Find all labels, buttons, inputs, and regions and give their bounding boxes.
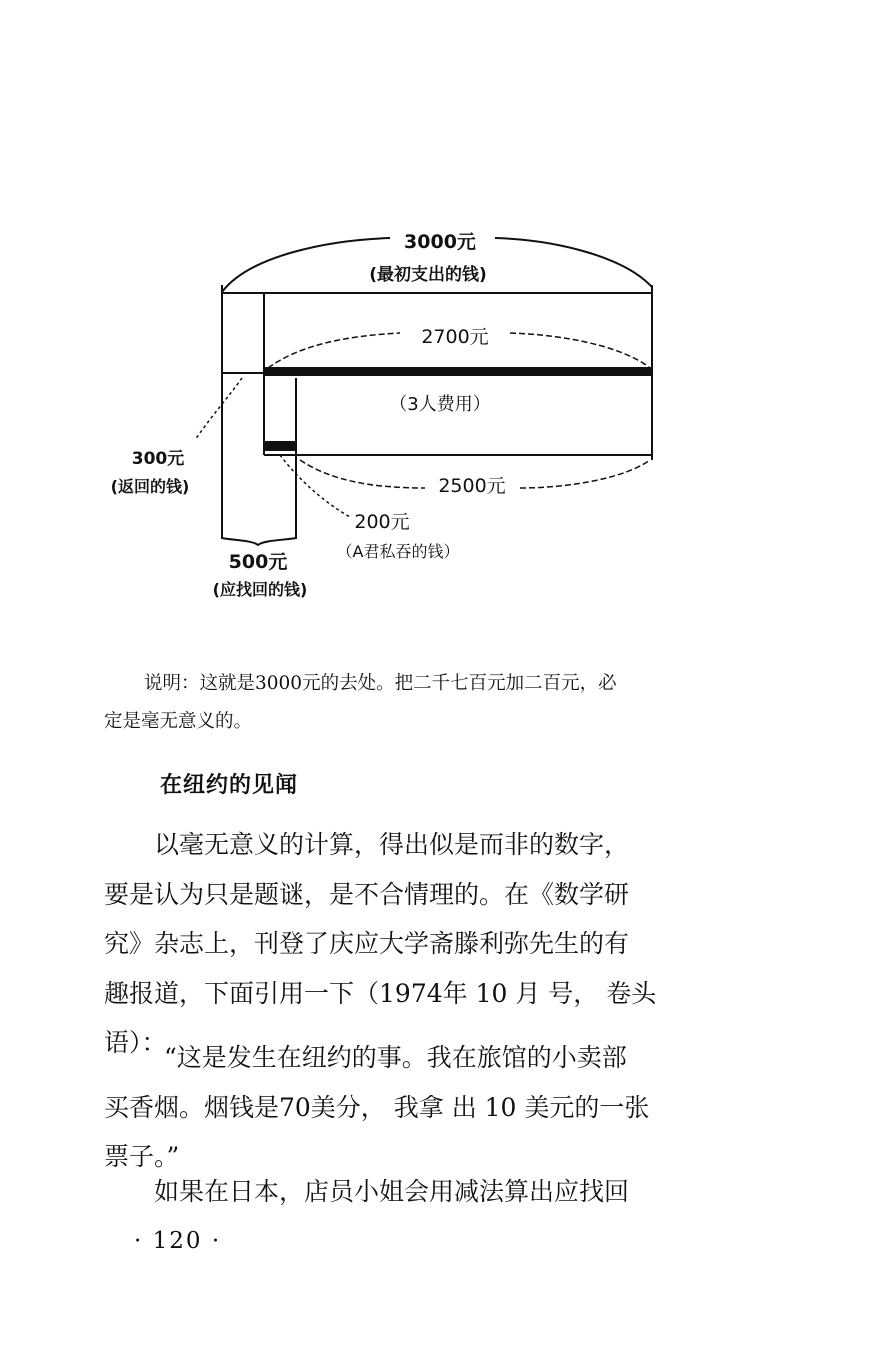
paragraph-line: 语）：: [104, 1028, 167, 1057]
paragraph-2: [104, 1033, 694, 1182]
returned-leader: [195, 378, 242, 440]
total-arc-right: [495, 238, 652, 287]
total-desc-label: (最初支出的钱): [369, 265, 487, 285]
figure-caption: [104, 665, 694, 741]
money-allocation-diagram: [0, 0, 881, 640]
page-number: · 120 ·: [134, 1228, 222, 1254]
paragraph-3: [104, 1167, 694, 1217]
caption-line-1: 说明：这就是3000元的去处。把二千七百元加二百元，必: [144, 673, 617, 694]
kept-desc-label: （A君私吞的钱）: [336, 542, 460, 561]
returned-desc-label: (返回的钱): [110, 477, 190, 496]
total-amount-label: 3000元: [404, 231, 476, 253]
kept-bar: [264, 441, 296, 451]
paid-back-desc-label: (应找回的钱): [212, 580, 308, 599]
paid-back-amount-label: 500元: [228, 551, 288, 573]
spent-desc-label: （3人费用）: [389, 394, 491, 415]
hotel-amount-label: 2500元: [438, 475, 506, 497]
spent-amount-label: 2700元: [421, 326, 489, 348]
paragraph-line: 票子。”: [104, 1142, 180, 1171]
paragraph-1: [104, 820, 694, 1068]
hotel-arc-right: [520, 460, 650, 488]
kept-leader: [280, 455, 350, 517]
spent-bar: [264, 367, 652, 376]
paragraph-line: 如果在日本，店员小姐会用减法算出应找回: [154, 1177, 630, 1206]
paragraph-line: 究》杂志上，刊登了庆应大学斋滕利弥先生的有: [104, 929, 630, 958]
section-heading: 在纽约的见闻: [160, 773, 299, 798]
paragraph-line: 买香烟。烟钱是70美分， 我拿 出 10 美元的一张: [104, 1092, 650, 1122]
hotel-arc: [300, 460, 425, 488]
total-arc: [222, 238, 390, 292]
paragraph-line: 以毫无意义的计算，得出似是而非的数字，: [154, 830, 630, 859]
spent-arc-right: [510, 333, 650, 368]
paragraph-line: “这是发生在纽约的事。我在旅馆的小卖部: [164, 1043, 627, 1072]
paid-back-bracket: [222, 535, 296, 545]
caption-line-2: 定是毫无意义的。: [104, 711, 253, 732]
paragraph-line: 趣报道，下面引用一下（1974年 10 月 号， 卷头: [104, 978, 657, 1008]
returned-amount-label: 300元: [131, 449, 185, 469]
spent-arc: [268, 333, 400, 368]
kept-amount-label: 200元: [354, 511, 410, 533]
paragraph-line: 要是认为只是题谜，是不合情理的。在《数学研: [104, 879, 630, 909]
